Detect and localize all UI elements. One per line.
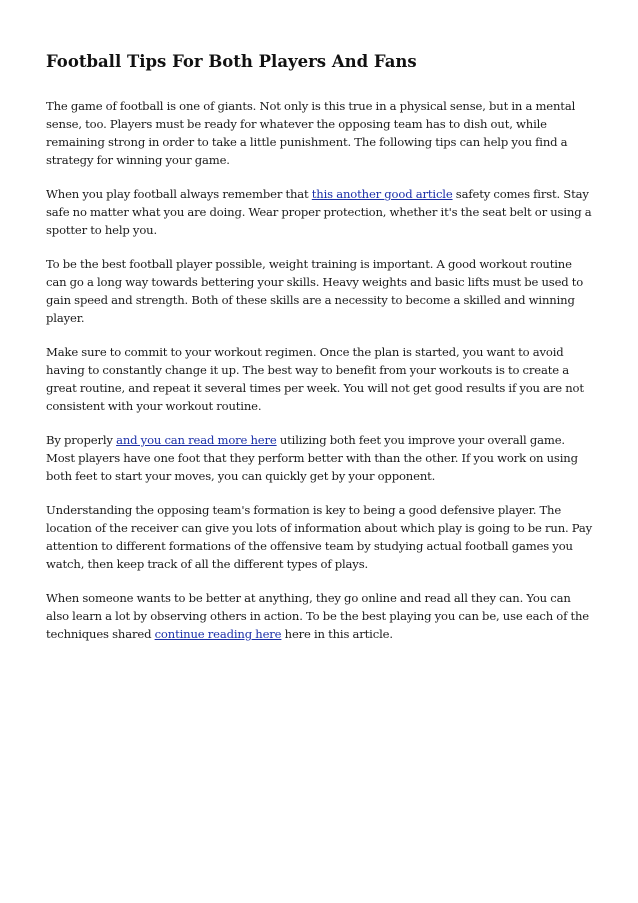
paragraph-intro: The game of football is one of giants. Not only is this true in a physical sense, but in a mental sense, too. Players must be ready for whatever the opposing team has to dish out, while remaining strong in order to take a little punishment. The following tips can help you find a strategy for winning your game. bbox=[46, 99, 576, 167]
paragraph-text: When you play football always remember that bbox=[46, 187, 312, 201]
link-read-more-here[interactable]: and you can read more here bbox=[116, 433, 277, 447]
paragraph-safety bbox=[46, 185, 594, 239]
paragraph-text: safety comes first. Stay safe no matter what you are doing. Wear proper protection, whether it's the seat belt or using a spotter to help you. bbox=[46, 187, 592, 237]
paragraph-workout-regimen: Make sure to commit to your workout regimen. Once the plan is started, you want to avoid having to constantly change it up. The best way to benefit from your workouts is to create a great routine, and repeat it several times per week. You will not get good results if you are not consistent with your workout routine. bbox=[46, 345, 584, 413]
link-continue-reading-here[interactable]: continue reading here bbox=[154, 627, 282, 641]
paragraph-text: here in this article. bbox=[281, 627, 393, 641]
paragraph-conclusion bbox=[46, 589, 594, 643]
paragraph-both-feet bbox=[46, 431, 594, 485]
page-title: Football Tips For Both Players And Fans bbox=[46, 52, 417, 71]
paragraph-text: When someone wants to be better at anything, they go online and read all they can. You can also learn a lot by observing others in action. To be the best playing you can be, use each of the techniques shared bbox=[46, 591, 589, 641]
paragraph-weight-training: To be the best football player possible, weight training is important. A good workout routine can go a long way towards bettering your skills. Heavy weights and basic lifts must be used to gain speed and strength. Both of these skills are a necessity to become a skilled and winning player. bbox=[46, 257, 584, 325]
paragraph-text: utilizing both feet you improve your overall game. Most players have one foot that they perform better with than the other. If you work on using both feet to start your moves, you can quickly get by your opponent. bbox=[46, 433, 578, 483]
paragraph-text: By properly bbox=[46, 433, 117, 447]
paragraph-formation: Understanding the opposing team's formation is key to being a good defensive player. The location of the receiver can give you lots of information about which play is going to be run. Pay attention to different formations of the offensive team by studying actual football games you watch, then keep track of all the different types of plays. bbox=[46, 503, 593, 571]
link-another-good-article[interactable]: this another good article bbox=[311, 187, 453, 201]
document-page bbox=[46, 52, 594, 659]
